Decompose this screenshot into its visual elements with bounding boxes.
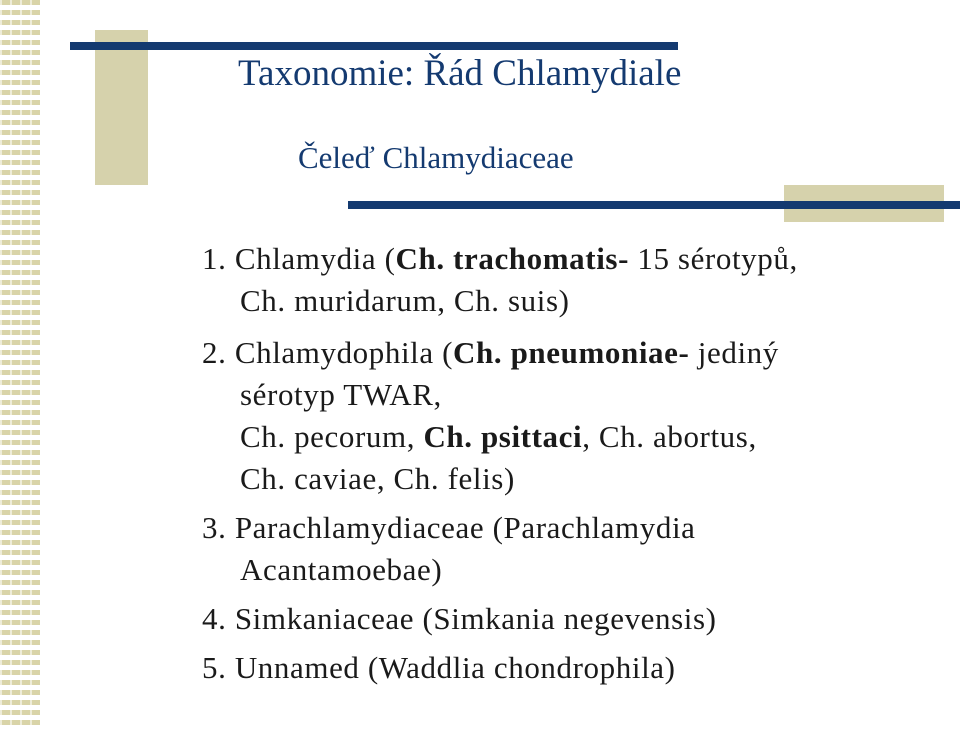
list-item-3 bbox=[202, 510, 696, 546]
species-bold: Ch. pneumoniae- bbox=[453, 335, 690, 370]
list-item-number: 3. bbox=[202, 510, 227, 545]
list-item-number: 4. bbox=[202, 601, 227, 636]
species-bold: Ch. trachomatis- bbox=[395, 241, 629, 276]
genus-name: Chlamydia ( bbox=[234, 241, 396, 276]
species-bold: Ch. psittaci bbox=[423, 419, 583, 454]
list-item-text: , Ch. abortus, bbox=[582, 419, 757, 454]
list-item-5 bbox=[202, 650, 676, 686]
list-item-text: Ch. pecorum, bbox=[240, 419, 424, 454]
list-item-text: Unnamed (Waddlia chondrophila) bbox=[234, 650, 676, 685]
list-item-1-continuation: Ch. muridarum, Ch. suis) bbox=[240, 283, 570, 318]
list-item-2-continuation: sérotyp TWAR, bbox=[240, 377, 442, 412]
decorative-olive-block-left bbox=[95, 30, 148, 185]
list-item-2 bbox=[202, 335, 779, 371]
list-item-text: Parachlamydiaceae (Parachlamydia bbox=[234, 510, 696, 545]
decorative-top-bar bbox=[70, 42, 678, 50]
list-item-text: jediný bbox=[689, 335, 779, 370]
slide-title: Taxonomie: Řád Chlamydiale bbox=[238, 53, 682, 94]
list-item-number: 5. bbox=[202, 650, 227, 685]
list-item-2-continuation bbox=[240, 419, 757, 455]
list-item-4 bbox=[202, 601, 717, 637]
list-item-3-continuation: Acantamoebae) bbox=[240, 552, 443, 587]
list-item-2-continuation: Ch. caviae, Ch. felis) bbox=[240, 461, 515, 496]
list-item-text: Simkaniaceae (Simkania negevensis) bbox=[234, 601, 717, 636]
list-item-number: 2. bbox=[202, 335, 227, 370]
genus-name: Chlamydophila ( bbox=[234, 335, 454, 370]
decorative-middle-bar bbox=[348, 201, 960, 209]
decorative-stripe-panel bbox=[0, 0, 40, 730]
list-item-number: 1. bbox=[202, 241, 227, 276]
list-item-1 bbox=[202, 241, 798, 277]
slide-subtitle: Čeleď Chlamydiaceae bbox=[298, 140, 574, 175]
list-item-text: 15 sérotypů, bbox=[629, 241, 798, 276]
